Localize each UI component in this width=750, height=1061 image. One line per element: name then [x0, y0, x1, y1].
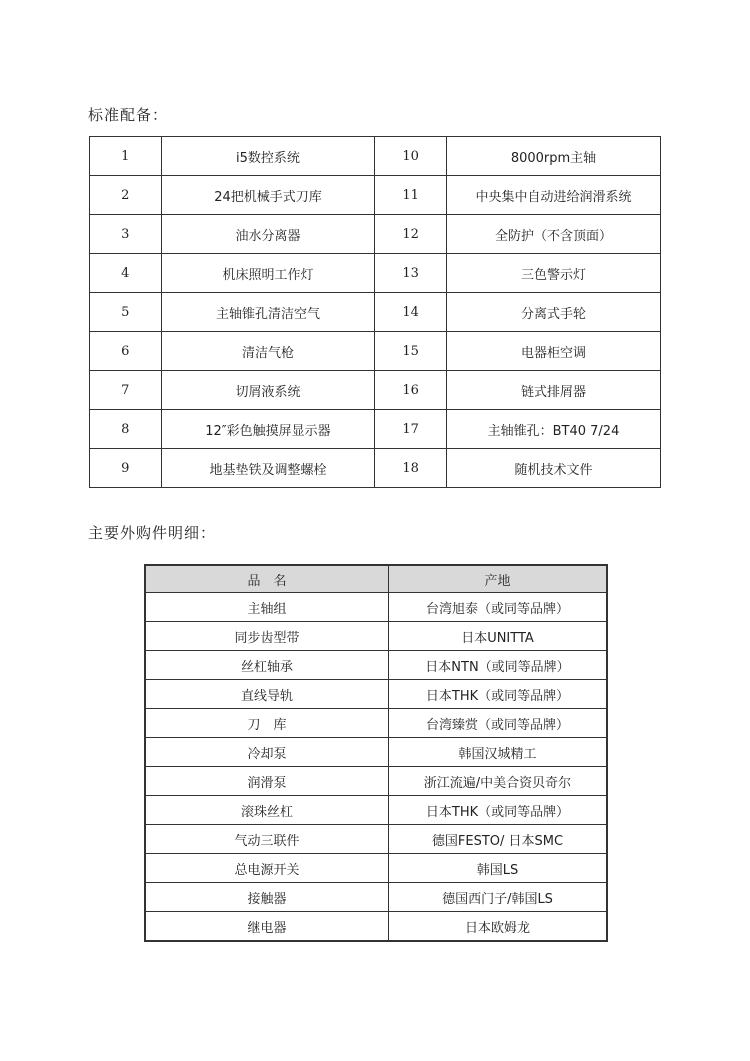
table-row	[90, 371, 661, 410]
table-row	[90, 449, 661, 488]
table-row	[90, 254, 661, 293]
item-number: 15	[375, 332, 447, 371]
part-origin: 日本THK（或同等品牌）	[389, 680, 608, 709]
item-number: 12	[375, 215, 447, 254]
item-name: 8000rpm主轴	[446, 137, 660, 176]
item-number: 9	[90, 449, 162, 488]
item-name: 分离式手轮	[446, 293, 660, 332]
item-name: 随机技术文件	[446, 449, 660, 488]
part-name: 主轴组	[145, 593, 389, 622]
table-row	[145, 709, 607, 738]
part-origin: 日本欧姆龙	[389, 912, 608, 942]
item-name: 切屑液系统	[161, 371, 375, 410]
table-row	[90, 410, 661, 449]
item-number: 14	[375, 293, 447, 332]
part-origin: 德国FESTO/ 日本SMC	[389, 825, 608, 854]
item-name: 油水分离器	[161, 215, 375, 254]
table-row	[145, 883, 607, 912]
table-row	[145, 622, 607, 651]
table-row	[145, 680, 607, 709]
table-row	[145, 912, 607, 942]
item-name: 三色警示灯	[446, 254, 660, 293]
item-number: 4	[90, 254, 162, 293]
table-row	[90, 215, 661, 254]
part-name: 继电器	[145, 912, 389, 942]
part-name: 丝杠轴承	[145, 651, 389, 680]
table-row	[145, 796, 607, 825]
part-origin: 浙江流遍/中美合资贝奇尔	[389, 767, 608, 796]
item-number: 11	[375, 176, 447, 215]
table-header-row	[145, 565, 607, 593]
item-name: 电器柜空调	[446, 332, 660, 371]
table-row	[90, 176, 661, 215]
item-name: 地基垫铁及调整螺栓	[161, 449, 375, 488]
item-name: 链式排屑器	[446, 371, 660, 410]
table-row	[145, 854, 607, 883]
item-number: 16	[375, 371, 447, 410]
item-name: 清洁气枪	[161, 332, 375, 371]
part-name: 气动三联件	[145, 825, 389, 854]
part-origin: 台湾旭泰（或同等品牌）	[389, 593, 608, 622]
part-origin: 德国西门子/韩国LS	[389, 883, 608, 912]
item-number: 6	[90, 332, 162, 371]
item-number: 13	[375, 254, 447, 293]
part-origin: 韩国汉城精工	[389, 738, 608, 767]
table-row	[145, 738, 607, 767]
part-name: 滚珠丝杠	[145, 796, 389, 825]
item-number: 10	[375, 137, 447, 176]
standard-equipment-heading: 标准配备：	[88, 106, 169, 124]
table-row	[90, 137, 661, 176]
part-name: 刀 库	[145, 709, 389, 738]
standard-equipment-table	[89, 136, 661, 488]
table-row	[90, 332, 661, 371]
table-row	[145, 593, 607, 622]
item-number: 18	[375, 449, 447, 488]
item-number: 5	[90, 293, 162, 332]
table-row	[145, 825, 607, 854]
item-number: 2	[90, 176, 162, 215]
item-number: 7	[90, 371, 162, 410]
part-origin: 日本UNITTA	[389, 622, 608, 651]
column-header-name: 品 名	[145, 565, 389, 593]
part-origin: 日本THK（或同等品牌）	[389, 796, 608, 825]
item-name: 12″彩色触摸屏显示器	[161, 410, 375, 449]
column-header-origin: 产地	[389, 565, 608, 593]
part-name: 接触器	[145, 883, 389, 912]
item-number: 3	[90, 215, 162, 254]
item-name: 全防护（不含顶面）	[446, 215, 660, 254]
purchased-parts-heading: 主要外购件明细：	[88, 524, 217, 542]
part-origin: 韩国LS	[389, 854, 608, 883]
item-name: 24把机械手式刀库	[161, 176, 375, 215]
purchased-parts-table	[144, 564, 608, 942]
part-name: 总电源开关	[145, 854, 389, 883]
part-name: 同步齿型带	[145, 622, 389, 651]
item-name: 主轴锥孔：BT40 7/24	[446, 410, 660, 449]
item-name: 机床照明工作灯	[161, 254, 375, 293]
table-row	[145, 651, 607, 680]
item-name: 中央集中自动进给润滑系统	[446, 176, 660, 215]
item-number: 17	[375, 410, 447, 449]
part-origin: 台湾臻赏（或同等品牌）	[389, 709, 608, 738]
item-name: i5数控系统	[161, 137, 375, 176]
table-row	[90, 293, 661, 332]
item-number: 1	[90, 137, 162, 176]
part-origin: 日本NTN（或同等品牌）	[389, 651, 608, 680]
item-name: 主轴锥孔清洁空气	[161, 293, 375, 332]
part-name: 润滑泵	[145, 767, 389, 796]
part-name: 直线导轨	[145, 680, 389, 709]
part-name: 冷却泵	[145, 738, 389, 767]
item-number: 8	[90, 410, 162, 449]
table-row	[145, 767, 607, 796]
